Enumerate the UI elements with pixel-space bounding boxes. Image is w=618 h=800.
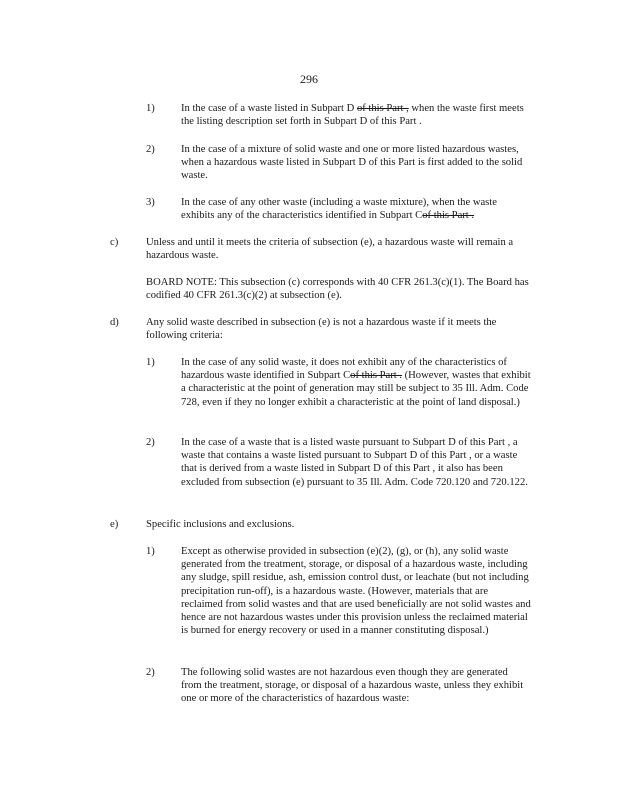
struck-text: of this Part . bbox=[422, 210, 475, 222]
item-label: 1) bbox=[146, 546, 155, 557]
struck-text: of this Part , bbox=[356, 103, 409, 114]
board-note: BOARD NOTE: This subsection (c) corresponds with 40 CFR 261.3(c)(1). The Board has codified 40 CFR 261.3(c)(2) at subsection (e). bbox=[146, 277, 529, 302]
item-text: In the case of a mixture of solid waste and one or more listed hazardous wastes, when a hazardous waste listed in Subpart D of this Part is first added to the solid waste. bbox=[181, 144, 523, 182]
page-number: 296 bbox=[300, 72, 318, 86]
item-text: In the case of a waste that is a listed waste pursuant to Subpart D of this Part , a waste that contains a waste listed pursuant to Subpart D of this Part , or a waste that is derived from a waste listed in Subpart D of this Part , it also has been excluded from subsection (e) pursuant to 35 Ill. Adm. Code 720.120 and 720.122. bbox=[181, 437, 528, 488]
item-text: In the case of a waste listed in Subpart D of this Part , when the waste first meets the listing description set forth in Subpart D of this Part . bbox=[181, 103, 524, 128]
section-label: e) bbox=[110, 519, 119, 530]
section-text: Any solid waste described in subsection (e) is not a hazardous waste if it meets the following criteria: bbox=[146, 317, 497, 342]
item-label: 2) bbox=[146, 667, 155, 678]
item-text: The following solid wastes are not hazardous even though they are generated from the treatment, storage, or disposal of a hazardous waste, unless they exhibit one or more of the characteristics of hazardous waste: bbox=[181, 667, 524, 705]
section-label: d) bbox=[110, 317, 119, 328]
item-text: Except as otherwise provided in subsection (e)(2), (g), or (h), any solid waste generated from the treatment, storage, or disposal of a hazardous waste, including any sludge, spill residue, ash, emission control dust, or leachate (but not including precipitation run-off), is a hazardous waste. (However, materials that are reclaimed from solid wastes and that are used beneficially are not solid wastes and hence are not hazardous wastes under this provision unless the reclaimed material is burned for energy recovery or used in a manner constituting disposal.) bbox=[181, 546, 531, 637]
item-text: In the case of any solid waste, it does not exhibit any of the characteristics of hazardous waste identified in Subpart Cof this Part . (However, wastes that exhibit a characteristic at the point of generation may still be subject to 35 Ill. Adm. Code 728, even if they no longer exhibit a characteristic at the point of land disposal.) bbox=[181, 357, 531, 408]
item-label: 2) bbox=[146, 437, 155, 448]
struck-text: of this Part . bbox=[350, 370, 402, 382]
section-text: Unless and until it meets the criteria of subsection (e), a hazardous waste will remain a hazardous waste. bbox=[146, 237, 514, 262]
item-text: In the case of any other waste (including a waste mixture), when the waste exhibits any of the characteristics identified in Subpart Cof this Part . bbox=[181, 197, 497, 222]
item-label: 2) bbox=[146, 144, 155, 155]
item-label: 1) bbox=[146, 357, 155, 368]
item-label: 1) bbox=[146, 103, 155, 114]
section-text: Specific inclusions and exclusions. bbox=[146, 519, 295, 530]
item-label: 3) bbox=[146, 197, 155, 208]
section-label: c) bbox=[110, 237, 119, 248]
